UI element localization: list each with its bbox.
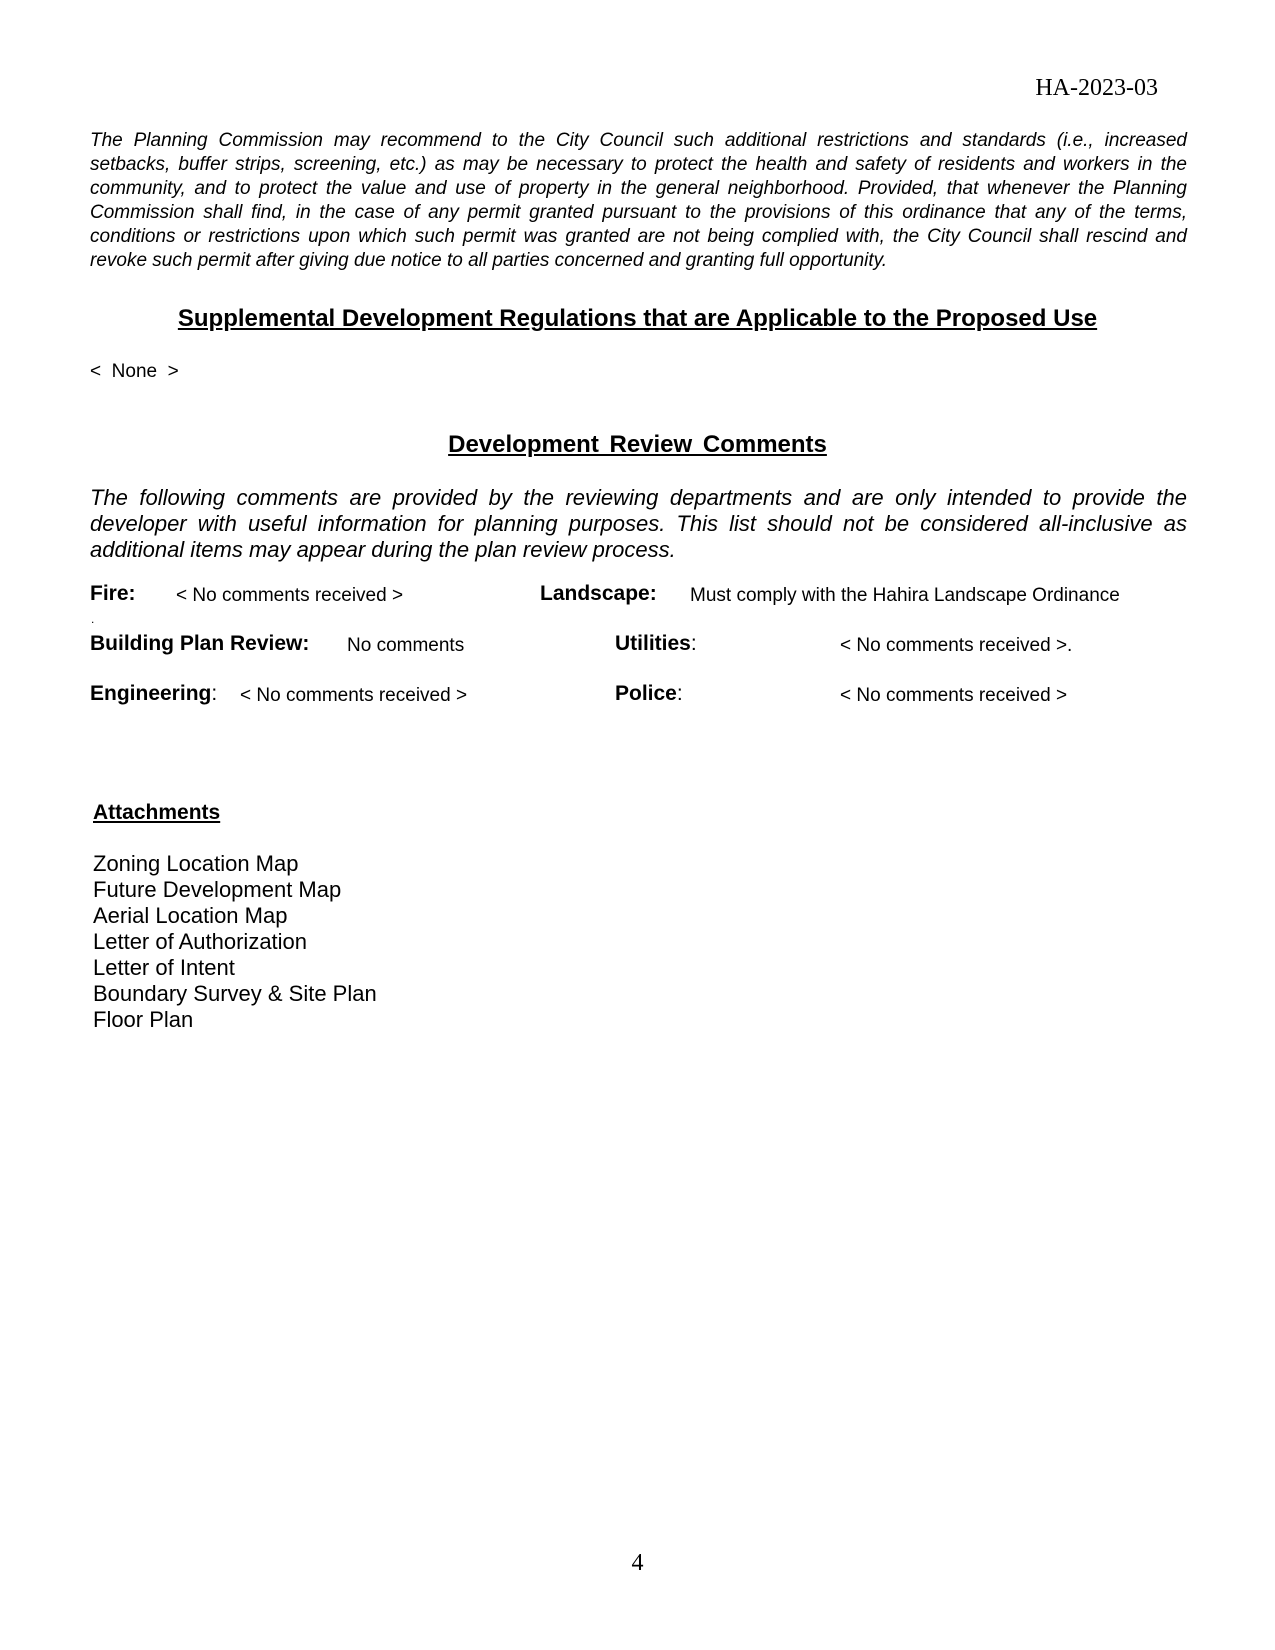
- attachments-heading: Attachments: [93, 801, 221, 824]
- fire-comment: < No comments received >: [176, 585, 404, 606]
- stray-mark: .: [91, 612, 95, 626]
- landscape-comment: Must comply with the Hahira Landscape Ordinance: [690, 585, 1120, 606]
- list-item: Floor Plan: [93, 1007, 194, 1032]
- page-number: 4: [631, 1550, 644, 1576]
- landscape-label: Landscape:: [540, 582, 657, 605]
- utilities-label: Utilities:: [615, 632, 697, 655]
- list-item: Zoning Location Map: [93, 851, 299, 876]
- list-item: Letter of Intent: [93, 955, 235, 980]
- supplemental-regulations-heading: Supplemental Development Regulations that are Applicable to the Proposed Use: [177, 305, 1098, 332]
- police-comment: < No comments received >: [840, 685, 1068, 706]
- building-plan-review-comment: No comments: [347, 635, 465, 656]
- list-item: Letter of Authorization: [93, 929, 308, 954]
- building-plan-review-label: Building Plan Review:: [90, 632, 310, 655]
- review-intro-paragraph: The following comments are provided by the reviewing departments and are only intended to provide the developer with useful information for planning purposes. This list should not be considered all-inclusive as additional items may appear during the plan review process.: [90, 485, 1187, 562]
- development-review-heading: Development Review Comments: [448, 431, 827, 458]
- list-item: Boundary Survey & Site Plan: [93, 981, 377, 1006]
- document-id: HA-2023-03: [1035, 75, 1158, 101]
- engineering-label: Engineering:: [90, 682, 218, 705]
- list-item: Aerial Location Map: [93, 903, 288, 928]
- engineering-comment: < No comments received >: [240, 685, 468, 706]
- fire-label: Fire:: [90, 582, 136, 605]
- intro-paragraph: The Planning Commission may recommend to the City Council such additional restrictions and standards (i.e., increased setbacks, buffer strips, screening, etc.) as may be necessary to protect the health and safety of residents and workers in the community, and to protect the value and use of property in the general neighborhood. Provided, that whenever the Planning Commission shall find, in the case of any permit granted pursuant to the provisions of this ordinance that any of the terms, conditions or restrictions upon which such permit was granted are not being complied with, the City Council shall rescind and revoke such permit after giving due notice to all parties concerned and granting full opportunity.: [90, 130, 1187, 271]
- utilities-comment: < No comments received >.: [840, 635, 1073, 656]
- attachments-list: [93, 851, 377, 1033]
- supplemental-regulations-value: < None >: [90, 361, 179, 382]
- police-label: Police:: [615, 682, 683, 705]
- list-item: Future Development Map: [93, 877, 342, 902]
